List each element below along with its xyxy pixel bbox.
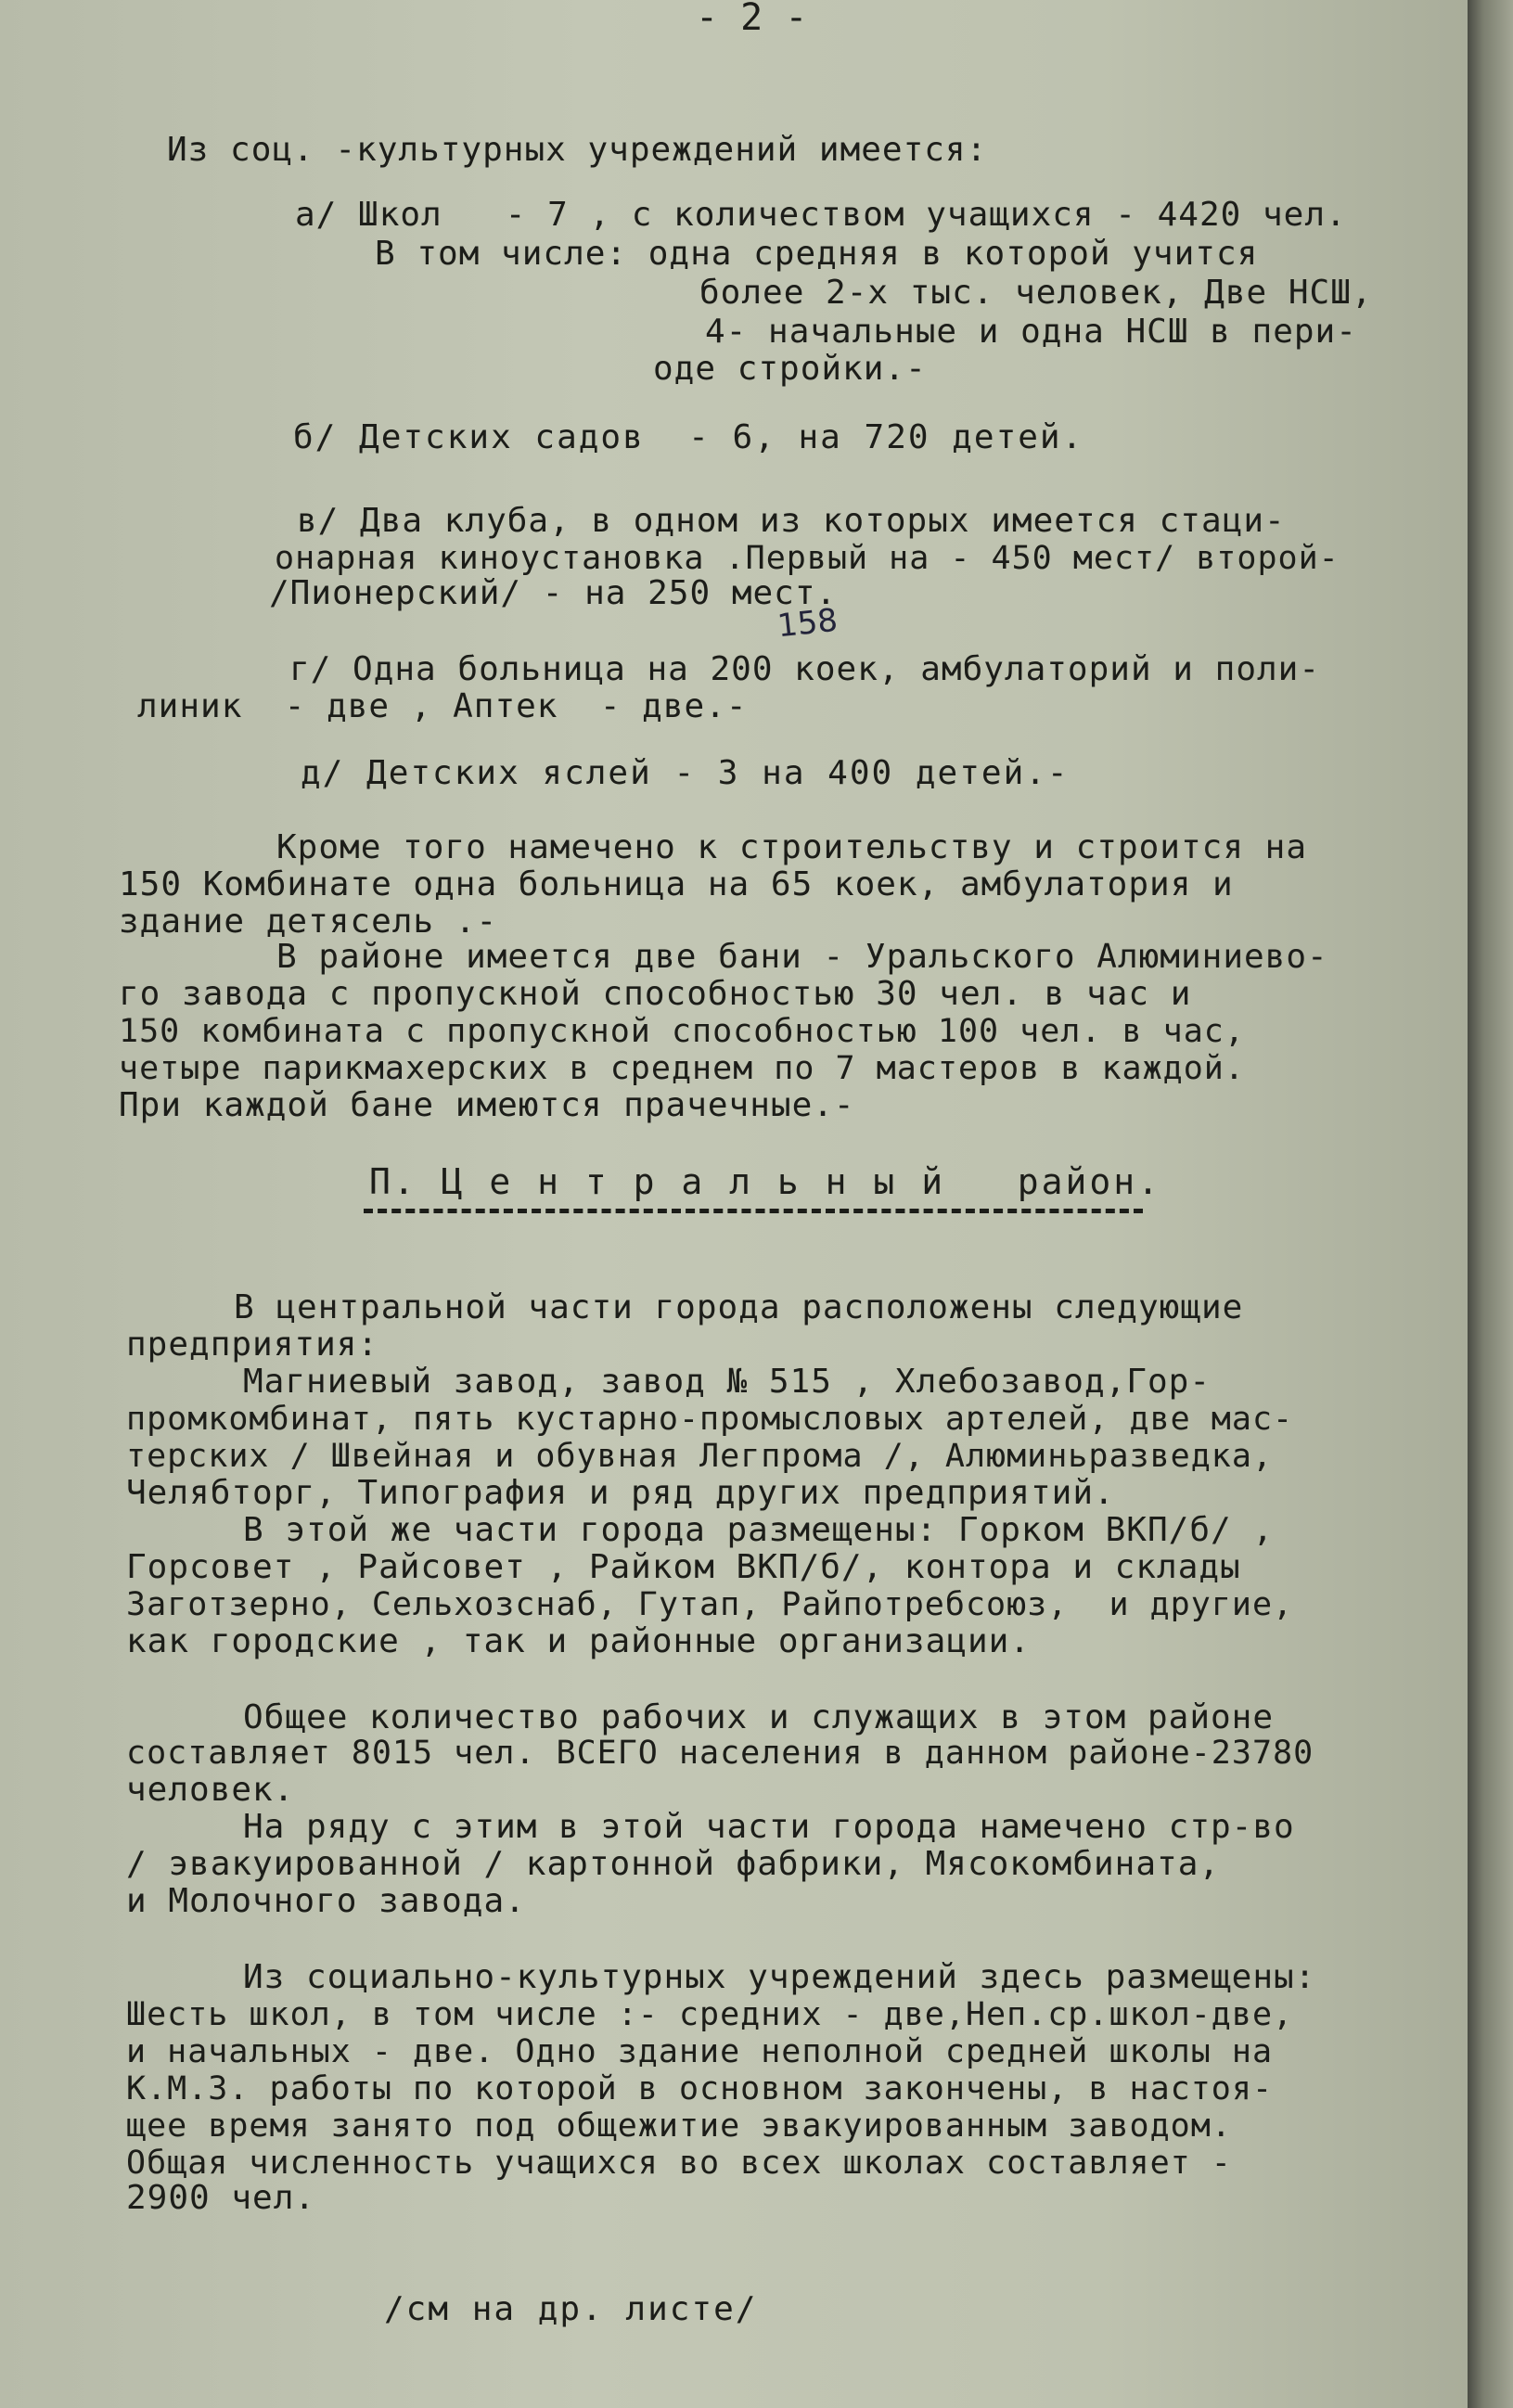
- text-line-17: В районе имеется две бани - Уральского Алюминиево-: [276, 938, 1328, 976]
- handwritten-note: 158: [776, 601, 840, 646]
- text-line-45: 2900 чел.: [126, 2179, 316, 2217]
- text-line-16: здание детясель .-: [119, 903, 498, 941]
- adjacent-page-edge: [1468, 0, 1513, 2408]
- text-line-23: В центральной части города расположены следующие: [234, 1288, 1244, 1326]
- text-line-9: онарная киноустановка .Первый на - 450 мест/ второй-: [275, 540, 1340, 577]
- text-line-41: и начальных - две. Одно здание неполной средней школы на: [126, 2033, 1274, 2070]
- text-line-27: терских / Швейная и обувная Легпрома /, Алюминьразведка,: [126, 1438, 1274, 1475]
- text-line-19: 150 комбината с пропускной способностью 100 чел. в час,: [119, 1013, 1245, 1050]
- text-line-13: д/ Детских яслей - 3 на 400 детей.-: [301, 754, 1070, 792]
- text-line-14: Кроме того намечено к строительству и строится на: [276, 828, 1308, 866]
- text-line-37: / эвакуированной / картонной фабрики, Мясокомбината,: [126, 1845, 1221, 1883]
- text-line-20: четыре парикмахерских в среднем по 7 мастеров в каждой.: [119, 1050, 1245, 1087]
- text-line-24: предприятия:: [126, 1326, 379, 1364]
- section-heading: П. Ц е н т р а л ь н ы й район.: [369, 1161, 1161, 1202]
- continued-note: /см на др. листе/: [384, 2290, 758, 2328]
- text-line-15: 150 Комбинате одна больница на 65 коек, амбулатория и: [119, 865, 1234, 903]
- text-line-26: промкомбинат, пять кустарно-промысловых артелей, две мас-: [126, 1401, 1294, 1438]
- heading-underline: [364, 1209, 1143, 1223]
- text-line-44: Общая численность учащихся во всех школах составляет -: [126, 2145, 1232, 2182]
- text-line-32: как городские , так и районные организации.: [126, 1622, 1031, 1660]
- text-line-4: более 2-х тыс. человек, Две НСШ,: [699, 274, 1373, 312]
- text-line-39: Из социально-культурных учреждений здесь размещены:: [243, 1958, 1316, 1996]
- text-line-38: и Молочного завода.: [126, 1882, 526, 1920]
- text-line-30: Горсовет , Райсовет , Райком ВКП/б/, контора и склады: [126, 1548, 1241, 1586]
- text-line-7: б/ Детских садов - 6, на 720 детей.: [293, 418, 1084, 456]
- text-line-3: В том числе: одна средняя в которой учится: [375, 235, 1259, 273]
- text-line-12: линик - две , Аптек - две.-: [137, 687, 748, 725]
- page-number: - 2 -: [696, 0, 808, 39]
- text-line-18: го завода с пропускной способностью 30 чел. в час и: [119, 975, 1192, 1013]
- text-line-42: К.М.З. работы по которой в основном закончены, в настоя-: [126, 2070, 1274, 2107]
- text-line-25: Магниевый завод, завод № 515 , Хлебозавод,Гор-: [243, 1363, 1211, 1401]
- text-line-6: оде стройки.-: [653, 350, 927, 388]
- text-line-35: человек.: [126, 1771, 295, 1809]
- text-line-11: г/ Одна больница на 200 коек, амбулаторий и поли-: [289, 650, 1321, 688]
- text-line-31: Заготзерно, Сельхозснаб, Гутап, Райпотребсоюз, и другие,: [126, 1586, 1294, 1623]
- text-line-43: щее время занято под общежитие эвакуированным заводом.: [126, 2107, 1232, 2145]
- text-line-1: Из соц. -культурных учреждений имеется:: [167, 131, 988, 169]
- text-line-5: 4- начальные и одна НСШ в пери-: [705, 313, 1357, 351]
- text-line-33: Общее количество рабочих и служащих в этом районе: [243, 1698, 1275, 1736]
- text-line-28: Челябторг, Типография и ряд других предприятий.: [126, 1474, 1115, 1512]
- text-line-36: На ряду с этим в этой части города намечено стр-во: [243, 1808, 1295, 1846]
- text-line-8: в/ Два клуба, в одном из которых имеется стаци-: [297, 502, 1286, 540]
- text-line-21: При каждой бане имеются прачечные.-: [119, 1086, 855, 1124]
- text-line-29: В этой же части города размещены: Горком ВКП/б/ ,: [243, 1511, 1275, 1549]
- text-line-34: составляет 8015 чел. ВСЕГО населения в данном районе-23780: [126, 1735, 1314, 1772]
- text-line-40: Шесть школ, в том числе :- средних - две,Неп.ср.школ-две,: [126, 1996, 1294, 2033]
- text-line-10: /Пионерский/ - на 250 мест.: [269, 574, 838, 612]
- text-line-2: а/ Школ - 7 , с количеством учащихся - 4420 чел.: [295, 196, 1347, 234]
